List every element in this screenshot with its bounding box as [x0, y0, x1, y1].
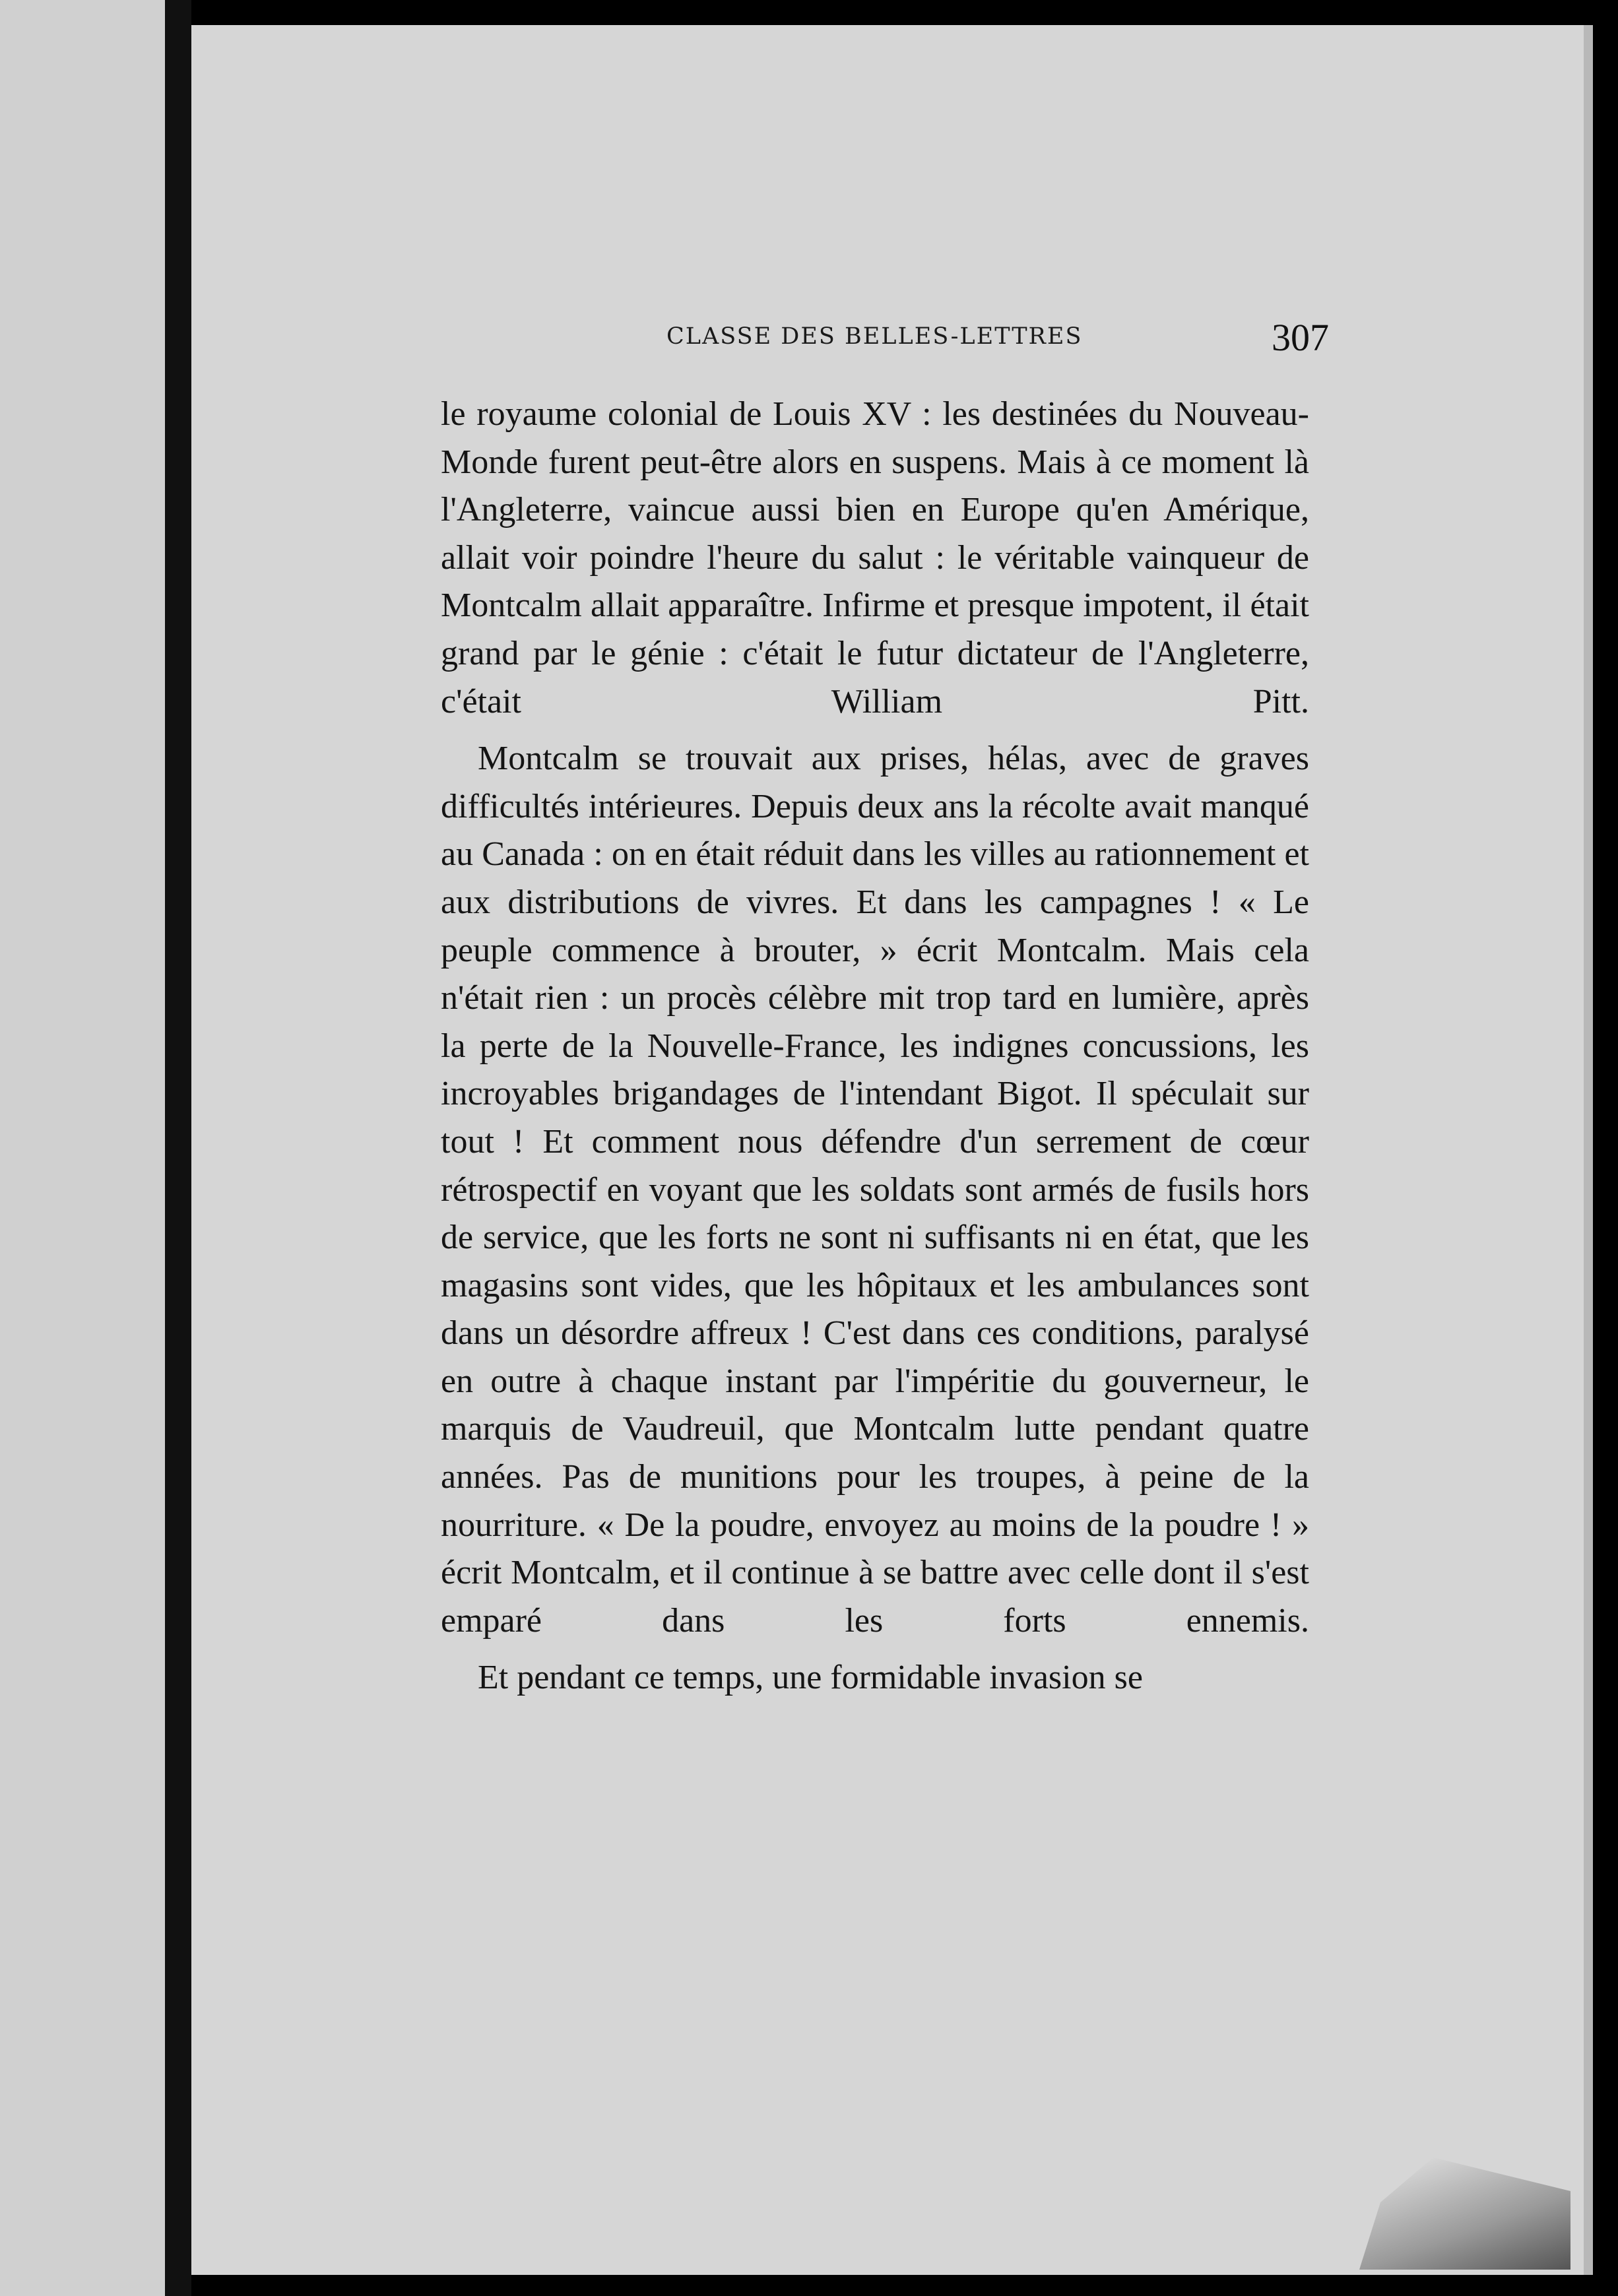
paragraph-2: Montcalm se trouvait aux prises, hélas, avec de graves difficultés intérieures. Depuis deux ans la récolte avait manqué au Canada : on en était réduit dans les villes au rationnement et aux distributions de vivres. Et dans les campagnes ! « Le peuple commence à brouter, » écrit Montcalm. Mais cela n'était rien : un procès célèbre mit trop tard en lumière, après la perte de la Nouvelle-France, les indignes concussions, les incroyables brigandages de l'intendant Bigot. Il spéculait sur tout ! Et comment nous défendre d'un serrement de cœur rétrospectif en voyant que les soldats sont armés de fusils hors de service, que les forts ne sont ni suffisants ni en état, que les magasins sont vides, que les hôpitaux et les ambulances sont dans un désordre affreux ! C'est dans ces conditions, paralysé en outre à chaque instant par l'impéritie du gouverneur, le marquis de Vaudreuil, que Montcalm lutte pendant quatre années. Pas de munitions pour les troupes, à peine de la nourriture. « De la poudre, envoyez au moins de la poudre ! » écrit Montcalm, et il continue à se battre avec celle dont il s'est emparé dans les forts ennemis.	[441, 740, 1309, 1640]
running-title: CLASSE DES BELLES-LETTRES	[666, 323, 1083, 350]
facing-page-edge	[0, 0, 165, 2296]
body-text	[441, 391, 1309, 1702]
paragraph-3: Et pendant ce temps, une formidable invasion se	[478, 1659, 1143, 1697]
page-number: 307	[1272, 316, 1329, 359]
book-gutter	[165, 0, 191, 2296]
paragraph-1: le royaume colonial de Louis XV : les destinées du Nouveau-Monde furent peut-être alors en suspens. Mais à ce moment là l'Angleterre, vaincue aussi bien en Europe qu'en Amérique, allait voir poindre l'heure du salut : le véritable vainqueur de Montcalm allait apparaître. Infirme et presque impotent, il était grand par le génie : c'était le futur dictateur de l'Angleterre, c'était William Pitt.	[441, 395, 1309, 720]
page-header	[476, 315, 1329, 368]
